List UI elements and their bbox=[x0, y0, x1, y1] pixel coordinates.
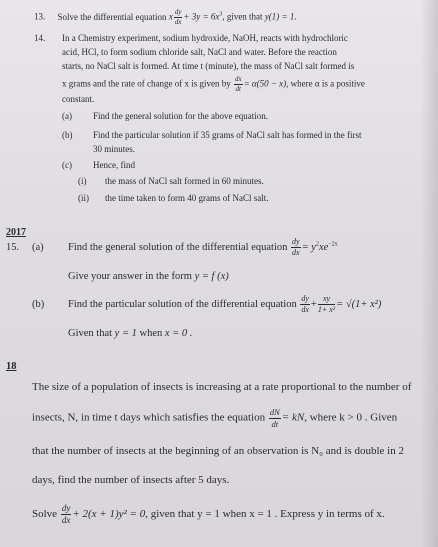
q15-a-line: Find the general solution of the differential equation $\frac{dy}{dx}$ = $y^2xe^{-2x}$ bbox=[68, 237, 338, 257]
q14-number: 14. bbox=[34, 33, 46, 43]
year-heading: 2017 bbox=[6, 227, 26, 238]
q18-line2: insects, N, in time t days which satisfies the equation $\frac{dN}{dt}$ = kN, where k > 0 . Given bbox=[32, 407, 398, 429]
q13-eq-lhs: x bbox=[168, 11, 173, 22]
q14-cii-text: the time taken to form 40 grams of NaCl salt. bbox=[105, 193, 269, 203]
q14-c-text: Hence, find bbox=[93, 160, 135, 170]
page-edge-shadow bbox=[420, 0, 438, 547]
q18-number: 18 bbox=[6, 361, 17, 372]
q13-given: , given that bbox=[222, 11, 263, 22]
q14-line1: In a Chemistry experiment, sodium hydroxide, NaOH, reacts with hydrochloric bbox=[62, 33, 348, 43]
q14-b-label: (b) bbox=[62, 130, 73, 140]
q13-eq-rest: + 3y = 6x bbox=[183, 11, 220, 22]
q13-line: 13. Solve the differential equation x $\frac{dy}{dx}$ + $3y = 6x^3$, given that y(1) = 1. bbox=[34, 8, 297, 26]
q14-c-label: (c) bbox=[62, 160, 72, 170]
q15-a-label: (a) bbox=[32, 242, 44, 253]
q15-b-fraction2: $\frac{xy}{\text{1+ x²}}$ bbox=[317, 294, 336, 314]
q13-text: Solve the differential equation bbox=[57, 11, 167, 22]
q14-a-text: Find the general solution for the above equation. bbox=[93, 111, 268, 121]
q13-number: 13. bbox=[34, 11, 46, 22]
q14-rate-fraction: $\frac{dx}{dt}$ bbox=[234, 75, 242, 93]
q15-number: 15. bbox=[6, 242, 20, 253]
q18-fraction: $\frac{dN}{dt}$ bbox=[269, 407, 280, 429]
q15-b-label: (b) bbox=[32, 299, 45, 310]
q14-cii-label: (ii) bbox=[78, 193, 89, 203]
q14-line3: starts, no NaCl salt is formed. At time t (minute), the mass of NaCl salt formed is bbox=[62, 61, 355, 71]
q15-b-fraction1: $\frac{dy}{dx}$ bbox=[301, 294, 309, 314]
q18-line1: The size of a population of insects is increasing at a rate proportional to the number of bbox=[32, 381, 412, 393]
q13-fraction: $\frac{dy}{dx}$ bbox=[174, 8, 182, 26]
q15-b-line: Find the particular solution of the differential equation $\frac{dy}{dx}$ + $\frac{xy}{\text{1+ x²}}$ = √(1+ x²) bbox=[68, 294, 382, 314]
q18-line3: that the number of insects at the beginning of an observation is N₀ and is double in 2 bbox=[32, 445, 404, 457]
q18-line4: days, find the number of insects after 5 days. bbox=[32, 474, 230, 486]
q13-condition: y(1) = 1. bbox=[264, 11, 297, 22]
q15-form-line: Give your answer in the form y = f (x) bbox=[68, 271, 229, 282]
q14-a-label: (a) bbox=[62, 111, 72, 121]
q14-line5: constant. bbox=[62, 94, 95, 104]
q15-a-fraction: $\frac{dy}{dx}$ bbox=[292, 237, 300, 257]
q14-ci-label: (i) bbox=[78, 176, 87, 186]
q15-given-line: Given that y = 1 when x = 0 . bbox=[68, 328, 193, 339]
q14-line4: x grams and the rate of change of x is given by $\frac{dx}{dt}$ = α(50 − x), where α is a positive bbox=[62, 75, 365, 93]
q14-b-text2: 30 minutes. bbox=[93, 144, 135, 154]
last-fraction: $\frac{dy}{dx}$ bbox=[61, 503, 71, 525]
q14-ci-text: the mass of NaCl salt formed in 60 minutes. bbox=[105, 176, 264, 186]
q14-b-text1: Find the particular solution if 35 grams of NaCl salt has formed in the first bbox=[93, 130, 362, 140]
q14-line2: acid, HCl, to form sodium chloride salt, NaCl and water. Before the reaction bbox=[62, 47, 337, 57]
last-question-line: Solve $\frac{dy}{dx}$ + 2(x + 1)y² = 0, given that y = 1 when x = 1 . Express y in terms of x. bbox=[32, 503, 385, 525]
